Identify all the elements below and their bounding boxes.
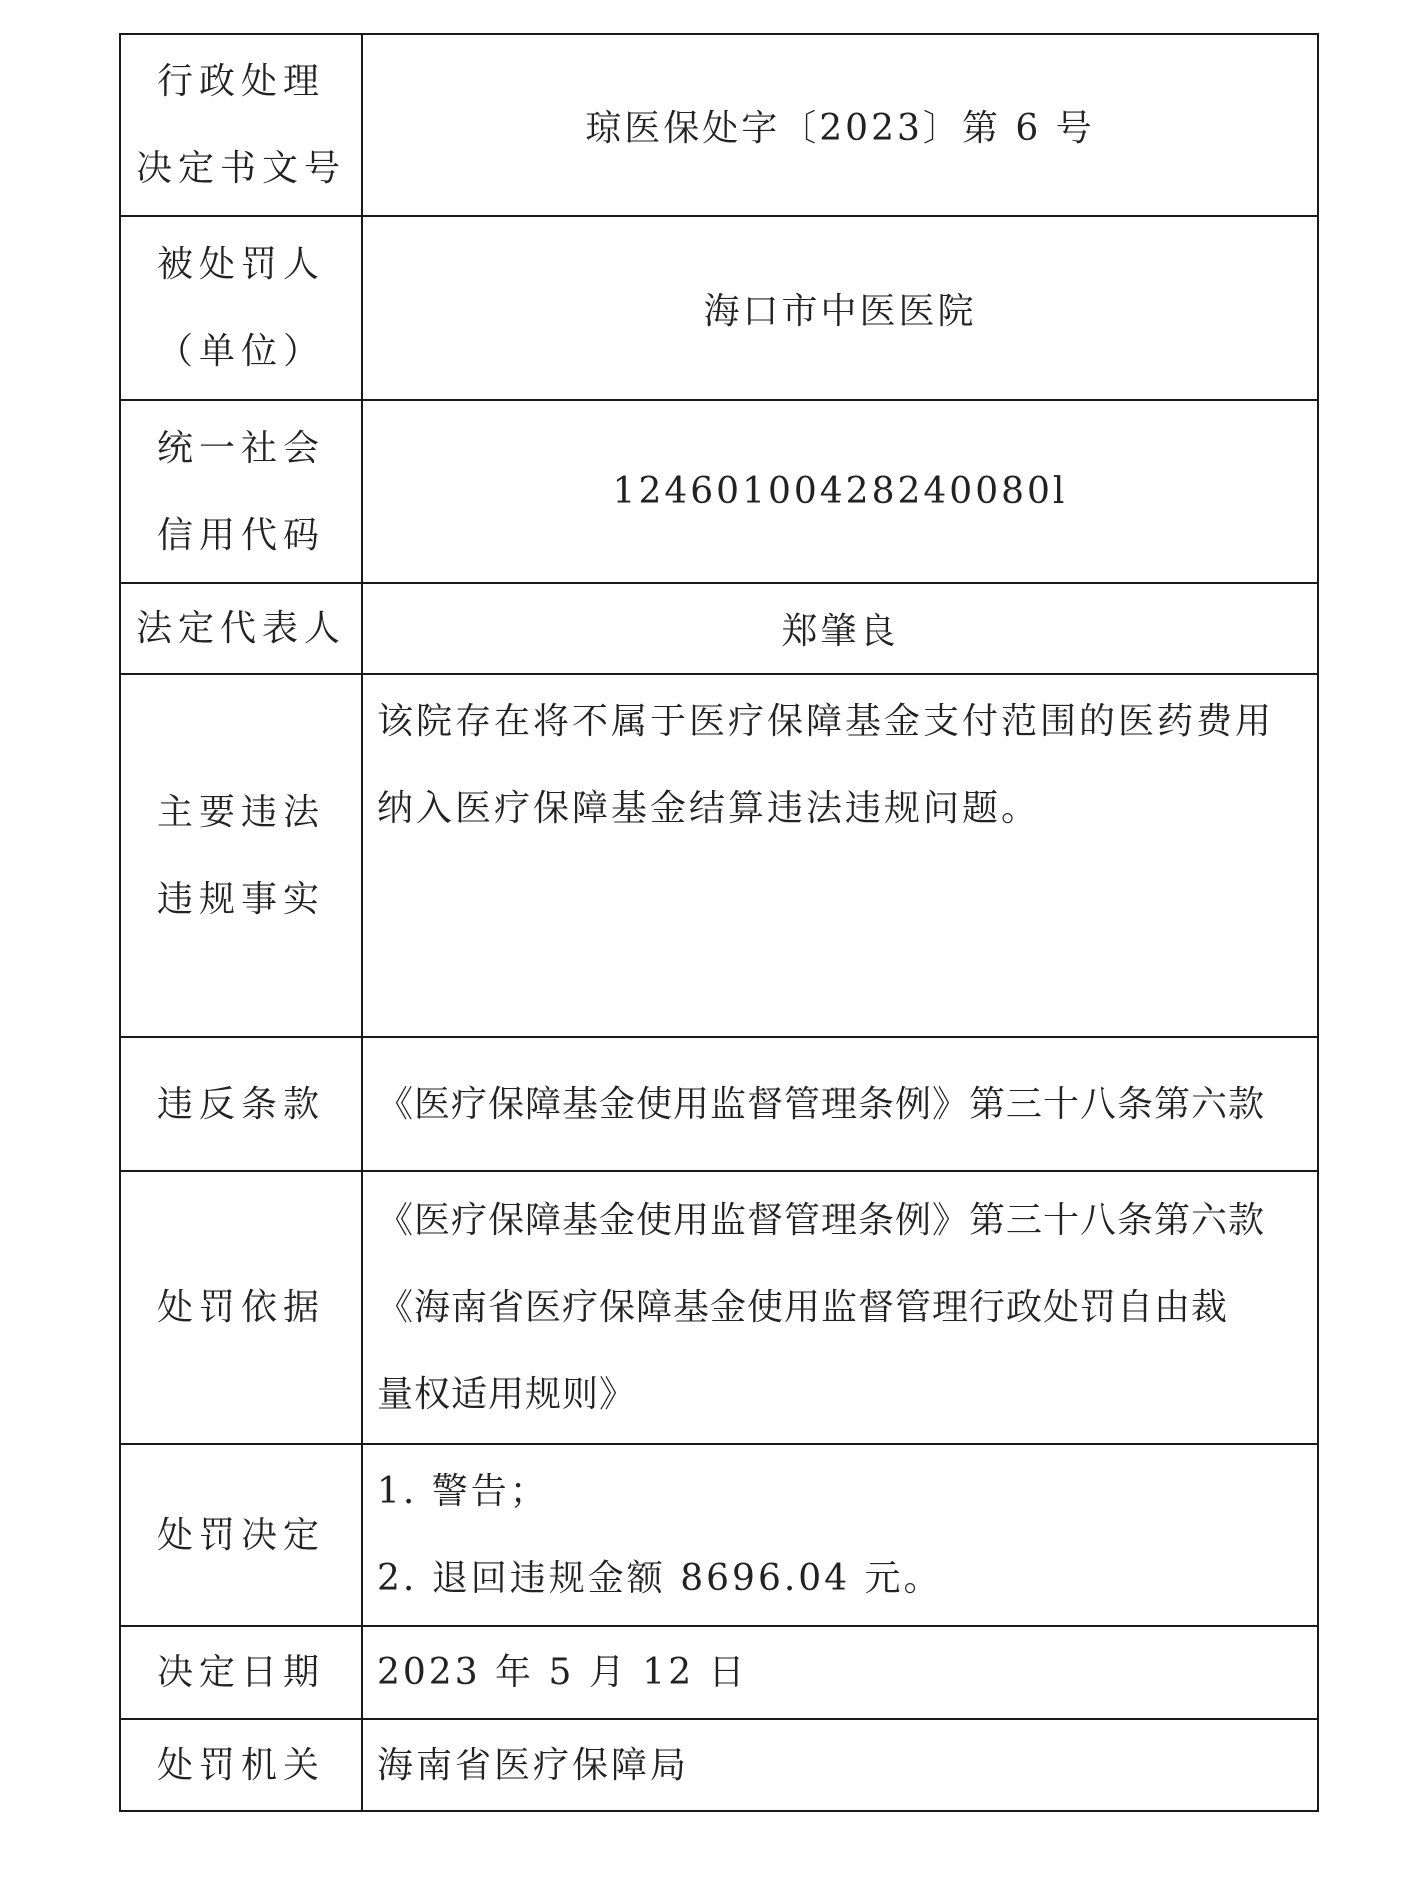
label-violation-facts <box>120 674 362 1037</box>
row-penalty-decision <box>120 1444 1318 1626</box>
penalty-decision-table <box>119 33 1319 1812</box>
text-line: 该院存在将不属于医疗保障基金支付范围的医药费用 <box>377 701 1275 742</box>
value-violation-facts <box>362 674 1318 1037</box>
value-credit-code: 12460100428240080l <box>362 400 1318 583</box>
label-line: 处罚机关 <box>156 1744 325 1786</box>
label-penalty-authority <box>120 1719 362 1811</box>
label-line: 法定代表人 <box>135 608 346 649</box>
label-credit-code <box>120 400 362 583</box>
value-penalty-authority <box>362 1719 1318 1811</box>
label-penalized-party <box>120 216 362 400</box>
text-line: 海南省医疗保障局 <box>377 1744 690 1786</box>
value-penalized-party: 海口市中医医院 <box>362 216 1318 400</box>
text-line: 量权适用规则》 <box>377 1374 637 1415</box>
text-line: 纳入医疗保障基金结算违法违规问题。 <box>377 788 1041 829</box>
label-legal-representative <box>120 583 362 674</box>
label-line: 违规事实 <box>156 878 325 920</box>
label-line: 违反条款 <box>156 1083 325 1125</box>
label-penalty-basis <box>120 1171 362 1444</box>
text-line: 《医疗保障基金使用监督管理条例》第三十八条第六款 <box>377 1083 1266 1125</box>
text-line: 2. 退回违规金额 8696.04 元。 <box>377 1558 943 1599</box>
label-line: 处罚决定 <box>156 1514 325 1556</box>
label-penalty-decision <box>120 1444 362 1626</box>
text-line: 2023 年 5 月 12 日 <box>377 1652 748 1693</box>
row-penalty-basis <box>120 1171 1318 1444</box>
value-decision-number: 琼医保处字〔2023〕第 6 号 <box>362 34 1318 216</box>
label-line: 决定日期 <box>156 1652 325 1693</box>
row-decision-date <box>120 1626 1318 1719</box>
label-line: 信用代码 <box>156 514 325 556</box>
row-penalty-authority <box>120 1719 1318 1811</box>
label-line: 处罚依据 <box>156 1287 325 1328</box>
label-line: 决定书文号 <box>135 148 346 189</box>
label-line: 主要违法 <box>156 791 325 833</box>
text-line: 《海南省医疗保障基金使用监督管理行政处罚自由裁 <box>377 1287 1229 1328</box>
value-decision-date <box>362 1626 1318 1719</box>
row-violated-provisions <box>120 1037 1318 1171</box>
row-credit-code <box>120 400 1318 583</box>
label-line: 统一社会 <box>156 427 325 469</box>
text-line: 《医疗保障基金使用监督管理条例》第三十八条第六款 <box>377 1200 1266 1241</box>
value-legal-representative: 郑肇良 <box>362 583 1318 674</box>
label-line: （单位） <box>156 331 325 372</box>
row-decision-number <box>120 34 1318 216</box>
row-violation-facts <box>120 674 1318 1037</box>
label-decision-date <box>120 1626 362 1719</box>
label-line: 行政处理 <box>156 61 325 102</box>
label-violated-provisions <box>120 1037 362 1171</box>
text-line: 1. 警告； <box>377 1471 549 1512</box>
value-violated-provisions <box>362 1037 1318 1171</box>
row-legal-representative <box>120 583 1318 674</box>
row-penalized-party <box>120 216 1318 400</box>
value-penalty-decision <box>362 1444 1318 1626</box>
label-line: 被处罚人 <box>156 244 325 285</box>
label-decision-number <box>120 34 362 216</box>
value-penalty-basis <box>362 1171 1318 1444</box>
